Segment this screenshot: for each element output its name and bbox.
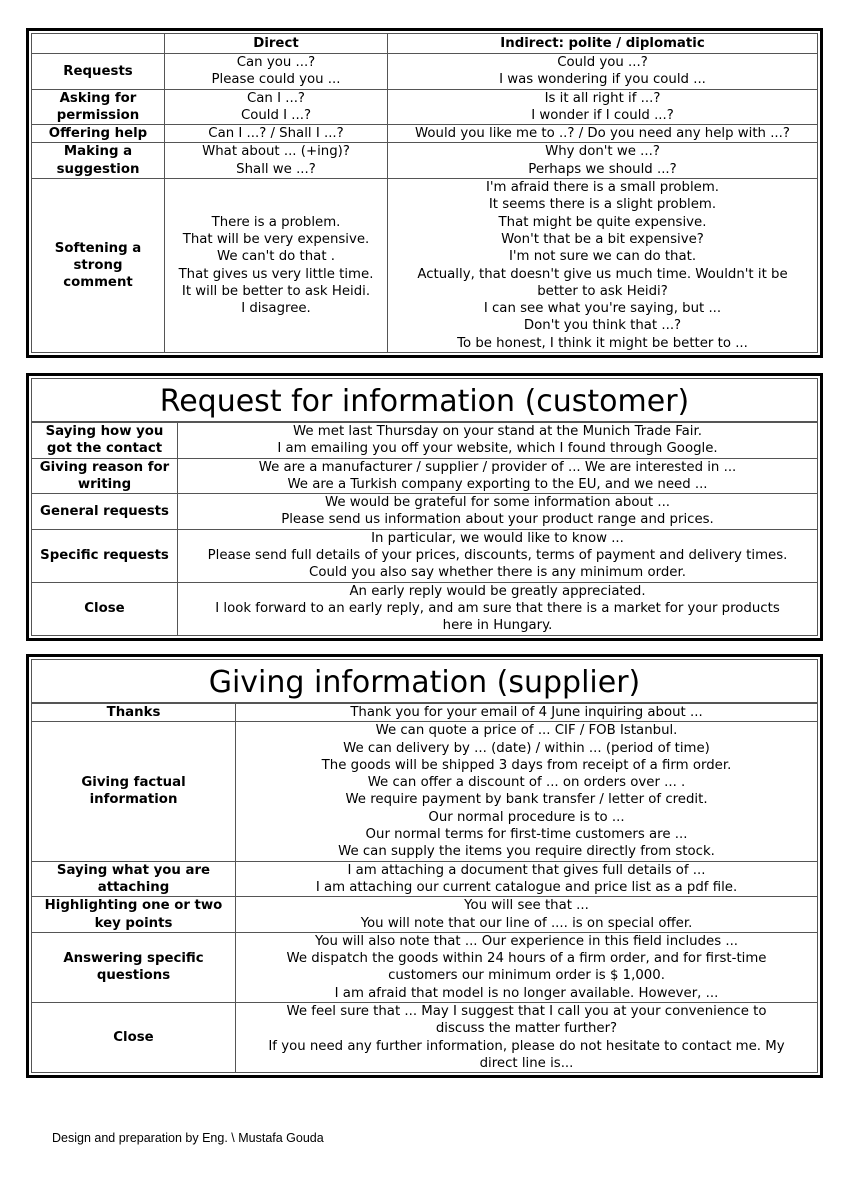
phrase-cell-line: I am attaching a document that gives full details of ... xyxy=(347,862,706,878)
row-label-line: Requests xyxy=(63,63,133,79)
row-label-line: strong xyxy=(73,257,123,273)
row-label-line: Answering specific xyxy=(63,951,204,967)
indirect-cell-line: Perhaps we should ...? xyxy=(528,161,677,177)
indirect-cell-line: Don't you think that ...? xyxy=(523,318,682,334)
direct-cell xyxy=(165,179,388,353)
phrase-cell-line: In particular, we would like to know ... xyxy=(371,530,624,546)
phrase-cell-line: We can supply the items you require directly from stock. xyxy=(338,844,715,860)
indirect-cell xyxy=(388,125,818,143)
row-label xyxy=(32,89,165,125)
indirect-cell-line: I'm not sure we can do that. xyxy=(508,249,697,265)
phrase-cell-line: You will see that ... xyxy=(464,898,589,914)
indirect-cell xyxy=(388,143,818,179)
table-row xyxy=(32,423,818,459)
row-label-line: Close xyxy=(113,1029,154,1045)
row-label xyxy=(32,423,178,459)
row-label-line: Saying how you xyxy=(45,424,164,439)
phrase-cell-line: The goods will be shipped 3 days from receipt of a firm order. xyxy=(321,757,732,773)
supplier-title: Giving information (supplier) xyxy=(31,659,818,703)
supplier-table-body xyxy=(32,704,818,1073)
indirect-cell-line: To be honest, I think it might be better to ... xyxy=(457,335,748,351)
direct-cell-line: That will be very expensive. xyxy=(182,231,370,247)
row-label-line: Softening a xyxy=(54,240,142,256)
footer-credit: Design and preparation by Eng. \ Mustafa Gouda xyxy=(52,1131,324,1145)
direct-cell-line: Can I ...? xyxy=(247,90,305,106)
direct-cell-line: We can't do that . xyxy=(216,249,336,265)
phrase-cell-line: An early reply would be greatly appreciated. xyxy=(349,583,646,599)
indirect-cell-line: better to ask Heidi? xyxy=(537,283,668,299)
phrase-cell xyxy=(236,897,818,933)
row-label-line: Saying what you are xyxy=(56,862,211,878)
table-row xyxy=(32,89,818,125)
direct-cell-line: That gives us very little time. xyxy=(178,266,374,282)
row-label-line: questions xyxy=(96,968,171,984)
table-row xyxy=(32,458,818,494)
phrase-cell xyxy=(178,423,818,459)
direct-cell-line: I disagree. xyxy=(241,301,311,317)
row-label xyxy=(32,179,165,353)
table-row xyxy=(32,179,818,353)
row-label-line: Giving factual xyxy=(81,775,186,791)
row-label xyxy=(32,722,236,861)
phrase-cell-line: We would be grateful for some information about ... xyxy=(324,495,671,511)
row-label-line: Giving reason for xyxy=(39,459,170,475)
table-row xyxy=(32,143,818,179)
table-row xyxy=(32,494,818,530)
table-row xyxy=(32,54,818,90)
row-label xyxy=(32,704,236,722)
request-title: Request for information (customer) xyxy=(31,378,818,422)
phrase-cell-line: I am emailing you off your website, which I found through Google. xyxy=(277,441,718,457)
request-table xyxy=(26,373,823,641)
row-label-line: Making a xyxy=(63,144,133,160)
row-label-line: key points xyxy=(94,915,173,931)
phrase-cell-line: here in Hungary. xyxy=(442,618,553,634)
phrase-cell-line: I look forward to an early reply, and am sure that there is a market for your products xyxy=(215,600,780,616)
row-label-line: Asking for xyxy=(59,90,137,106)
row-label xyxy=(32,125,165,143)
table-row xyxy=(32,529,818,582)
direct-cell-line: Can I ...? / Shall I ...? xyxy=(208,126,344,142)
phrase-cell-line: We are a Turkish company exporting to the EU, and we need ... xyxy=(287,476,708,492)
direct-cell-line: There is a problem. xyxy=(211,214,341,230)
phrase-cell-line: You will note that our line of .... is on special offer. xyxy=(360,915,693,931)
indirect-cell-line: Why don't we ...? xyxy=(545,144,660,160)
indirect-cell-line: Actually, that doesn't give us much time. Wouldn't it be xyxy=(417,266,788,282)
phrase-cell-line: Please send full details of your prices, discounts, terms of payment and delivery times. xyxy=(207,548,788,564)
row-label-line: comment xyxy=(63,275,133,291)
indirect-cell-line: Would you like me to ..? / Do you need any help with ...? xyxy=(415,126,790,142)
header-direct: Direct xyxy=(165,34,388,54)
header-blank xyxy=(32,34,165,54)
row-label xyxy=(32,458,178,494)
row-label-line: got the contact xyxy=(46,441,163,457)
row-label-line: Specific requests xyxy=(40,548,169,564)
phrase-cell-line: Our normal terms for first-time customers are ... xyxy=(365,827,688,843)
indirect-cell-line: It seems there is a slight problem. xyxy=(488,197,717,213)
row-label-line: Highlighting one or two xyxy=(44,898,223,914)
phrase-cell xyxy=(236,932,818,1002)
table-row xyxy=(32,1003,818,1073)
header-indirect: Indirect: polite / diplomatic xyxy=(388,34,818,54)
indirect-cell-line: I was wondering if you could ... xyxy=(499,72,706,88)
indirect-cell-line: I wonder if I could ...? xyxy=(531,107,674,123)
phrase-cell-line: customers our minimum order is $ 1,000. xyxy=(388,968,665,984)
direct-cell-line: What about ... (+ing)? xyxy=(202,144,350,160)
indirect-cell-line: Could you ...? xyxy=(557,55,648,70)
row-label xyxy=(32,529,178,582)
row-label xyxy=(32,582,178,635)
phrase-cell xyxy=(178,582,818,635)
phrase-cell-line: I am afraid that model is no longer available. However, ... xyxy=(334,985,719,1001)
indirect-cell-line: I can see what you're saying, but ... xyxy=(483,301,722,317)
row-label-line: permission xyxy=(56,107,140,123)
row-label-line: Offering help xyxy=(48,126,148,142)
phrase-cell-line: Our normal procedure is to ... xyxy=(428,809,625,825)
indirect-cell-line: Won't that be a bit expensive? xyxy=(501,231,704,247)
table-row xyxy=(32,582,818,635)
row-label-line: attaching xyxy=(97,879,170,895)
phrase-cell-line: Thank you for your email of 4 June inquiring about ... xyxy=(350,705,703,720)
row-label xyxy=(32,861,236,897)
phrase-cell xyxy=(178,529,818,582)
direct-cell xyxy=(165,54,388,90)
direct-cell-line: Please could you ... xyxy=(211,72,341,88)
phrase-cell xyxy=(236,704,818,722)
row-label-line: suggestion xyxy=(56,161,140,177)
phrase-cell-line: We can delivery by ... (date) / within ... (period of time) xyxy=(343,740,710,756)
direct-cell-line: Could I ...? xyxy=(240,107,312,123)
phrase-cell xyxy=(236,861,818,897)
table-row xyxy=(32,704,818,722)
phrase-cell-line: We are a manufacturer / supplier / provider of ... We are interested in ... xyxy=(258,459,737,475)
direct-cell-line: It will be better to ask Heidi. xyxy=(181,283,371,299)
direct-cell xyxy=(165,125,388,143)
phrase-cell-line: Please send us information about your product range and prices. xyxy=(281,512,714,528)
phrase-cell-line: We feel sure that ... May I suggest that I call you at your convenience to xyxy=(286,1004,767,1020)
phrase-cell-line: direct line is... xyxy=(479,1055,574,1071)
phrase-cell-line: Could you also say whether there is any minimum order. xyxy=(309,565,686,581)
table-row xyxy=(32,722,818,861)
indirect-cell xyxy=(388,54,818,90)
supplier-table xyxy=(26,654,823,1078)
phrase-cell xyxy=(236,1003,818,1073)
phrases-table xyxy=(26,28,823,358)
direct-cell-line: Shall we ...? xyxy=(236,161,316,177)
row-label-line: information xyxy=(89,792,178,808)
indirect-cell-line: Is it all right if ...? xyxy=(544,90,661,106)
row-label-line: General requests xyxy=(40,503,169,519)
table-row xyxy=(32,897,818,933)
phrase-cell-line: We can offer a discount of ... on orders over ... . xyxy=(367,775,686,791)
phrase-cell-line: We require payment by bank transfer / letter of credit. xyxy=(345,792,708,808)
phrase-cell-line: We dispatch the goods within 24 hours of a firm order, and for first-time xyxy=(286,951,767,967)
indirect-cell-line: That might be quite expensive. xyxy=(498,214,707,230)
direct-cell xyxy=(165,89,388,125)
row-label-line: Thanks xyxy=(106,705,161,720)
phrase-cell-line: If you need any further information, please do not hesitate to contact me. My xyxy=(268,1038,785,1054)
row-label xyxy=(32,143,165,179)
phrase-cell-line: I am attaching our current catalogue and price list as a pdf file. xyxy=(315,879,738,895)
row-label xyxy=(32,897,236,933)
row-label xyxy=(32,1003,236,1073)
indirect-cell-line: I'm afraid there is a small problem. xyxy=(485,180,720,196)
table-row xyxy=(32,125,818,143)
row-label-line: writing xyxy=(77,476,132,492)
row-label xyxy=(32,494,178,530)
direct-cell xyxy=(165,143,388,179)
row-label-line: Close xyxy=(84,600,125,616)
indirect-cell xyxy=(388,89,818,125)
phrases-table-body xyxy=(32,54,818,353)
indirect-cell xyxy=(388,179,818,353)
table-row xyxy=(32,861,818,897)
phrase-cell-line: We met last Thursday on your stand at the Munich Trade Fair. xyxy=(293,424,702,439)
phrase-cell-line: You will also note that ... Our experience in this field includes ... xyxy=(314,933,739,949)
phrase-cell xyxy=(178,494,818,530)
phrase-cell-line: We can quote a price of ... CIF / FOB Istanbul. xyxy=(375,723,678,739)
row-label xyxy=(32,54,165,90)
phrase-cell xyxy=(236,722,818,861)
request-table-body xyxy=(32,423,818,636)
row-label xyxy=(32,932,236,1002)
direct-cell-line: Can you ...? xyxy=(236,55,316,70)
phrase-cell-line: discuss the matter further? xyxy=(435,1021,618,1037)
phrase-cell xyxy=(178,458,818,494)
table-row xyxy=(32,932,818,1002)
